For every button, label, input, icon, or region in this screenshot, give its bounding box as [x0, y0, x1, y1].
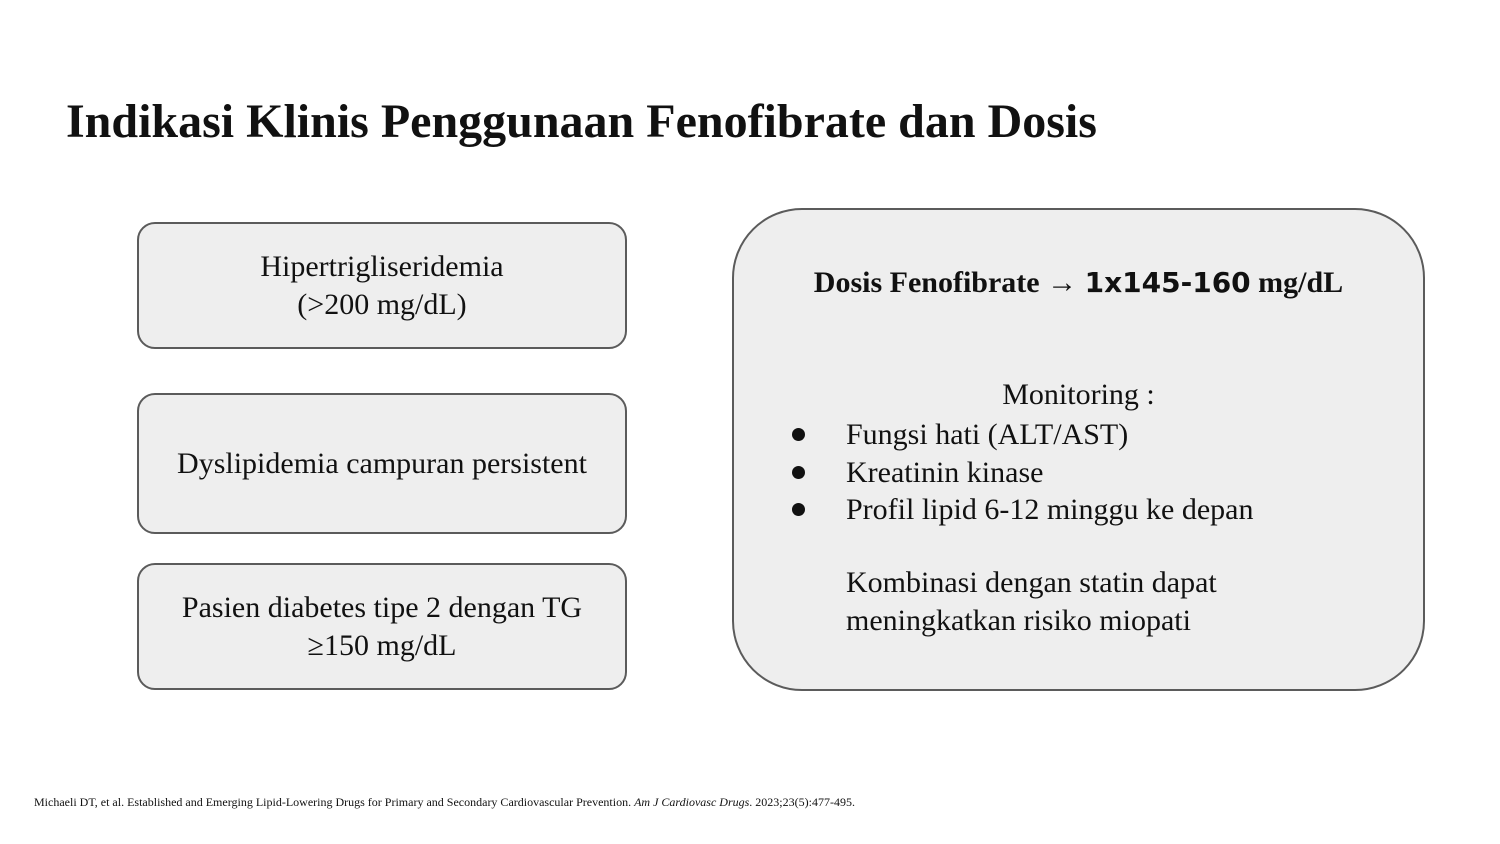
monitoring-item-text: Fungsi hati (ALT/AST) [846, 418, 1129, 451]
monitoring-title: Monitoring : [1002, 378, 1155, 411]
monitoring-item [790, 416, 1253, 454]
dose-label: Dosis Fenofibrate → [813, 266, 1078, 299]
indication-box-mixed-dyslipidemia [137, 393, 627, 534]
bullet-icon [792, 428, 805, 441]
dose-unit: mg/dL [1258, 266, 1344, 299]
reference-details: . 2023;23(5):477-495. [749, 795, 855, 809]
monitoring-item [790, 491, 1253, 529]
indication-line: Pasien diabetes tipe 2 dengan TG [181, 590, 583, 624]
reference-journal: Am J Cardiovasc Drugs [634, 795, 750, 809]
indication-box-hypertriglyceridemia [137, 222, 627, 349]
indication-box-diabetes [137, 563, 627, 690]
reference-citation [34, 795, 855, 810]
monitoring-item-text: Kreatinin kinase [846, 455, 1044, 489]
dose-heading [734, 266, 1423, 300]
dose-value: 1x145-160 [1084, 266, 1251, 299]
monitoring-list [790, 416, 1253, 529]
indication-line: (>200 mg/dL) [297, 287, 467, 321]
note-line: meningkatkan risiko miopati [846, 604, 1191, 637]
reference-text: Michaeli DT, et al. Established and Emerging Lipid-Lowering Drugs for Primary and Secondary Cardiovascular Prevention. [34, 795, 632, 809]
indication-line: ≥150 mg/dL [307, 628, 457, 662]
bullet-icon [792, 503, 805, 516]
monitoring-item [790, 454, 1253, 492]
note-line: Kombinasi dengan statin dapat [846, 566, 1217, 599]
bullet-icon [792, 466, 805, 479]
slide-title: Indikasi Klinis Penggunaan Fenofibrate dan Dosis [66, 95, 1097, 148]
combination-note [846, 564, 1217, 640]
monitoring-item-text: Profil lipid 6-12 minggu ke depan [846, 493, 1254, 526]
indication-line: Hipertrigliseridemia [260, 249, 504, 283]
dosing-panel [732, 208, 1425, 691]
indication-line: Dyslipidemia campuran persistent [177, 446, 587, 480]
